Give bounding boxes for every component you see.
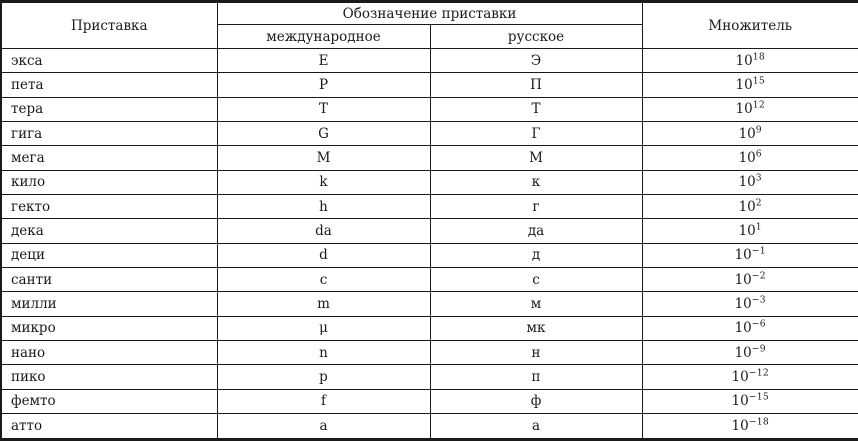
russian-cell: Э (430, 49, 642, 73)
prefix-cell: дека (1, 219, 217, 243)
prefix-cell: атто (1, 414, 217, 440)
russian-cell: а (430, 414, 642, 440)
international-cell: m (217, 292, 430, 316)
multiplier-exponent: 6 (755, 148, 762, 160)
table-row (1, 170, 858, 194)
international-cell: T (217, 97, 430, 121)
multiplier-exponent: 1 (755, 221, 762, 233)
prefix-cell: кило (1, 170, 217, 194)
russian-cell: Т (430, 97, 642, 121)
prefix-cell: гекто (1, 195, 217, 219)
russian-cell: н (430, 341, 642, 365)
multiplier-cell: $10^{-15}$ (642, 389, 858, 413)
multiplier-exponent: −1 (751, 245, 766, 257)
table-row (1, 97, 858, 121)
multiplier-cell: $10^9$ (642, 122, 858, 146)
multiplier-cell: $10^6$ (642, 146, 858, 170)
russian-cell: д (430, 243, 642, 267)
multiplier-exponent: −2 (751, 270, 766, 282)
prefix-cell: мега (1, 146, 217, 170)
multiplier-exponent: 18 (752, 51, 765, 63)
international-cell: p (217, 365, 430, 389)
russian-cell: Г (430, 122, 642, 146)
multiplier-cell: $10^{-6}$ (642, 316, 858, 340)
international-cell: d (217, 243, 430, 267)
international-cell: P (217, 73, 430, 97)
multiplier-cell: $10^1$ (642, 219, 858, 243)
header-row-top (1, 2, 858, 25)
prefix-cell: деци (1, 243, 217, 267)
international-cell: k (217, 170, 430, 194)
table-row (1, 146, 858, 170)
multiplier-cell: $10^{12}$ (642, 97, 858, 121)
russian-cell: мк (430, 316, 642, 340)
prefix-cell: фемто (1, 389, 217, 413)
international-cell: h (217, 195, 430, 219)
header-multiplier: Множитель (642, 2, 858, 49)
prefix-cell: гига (1, 122, 217, 146)
prefix-cell: тера (1, 97, 217, 121)
table-row (1, 341, 858, 365)
multiplier-exponent: −18 (748, 416, 769, 428)
multiplier-cell: $10^{-1}$ (642, 243, 858, 267)
russian-cell: к (430, 170, 642, 194)
prefix-cell: милли (1, 292, 217, 316)
multiplier-cell: $10^{-18}$ (642, 414, 858, 440)
table-row (1, 389, 858, 413)
international-cell: f (217, 389, 430, 413)
international-cell: M (217, 146, 430, 170)
table-body (1, 49, 858, 440)
table-row (1, 49, 858, 73)
international-cell: E (217, 49, 430, 73)
prefix-cell: пета (1, 73, 217, 97)
international-cell: da (217, 219, 430, 243)
multiplier-exponent: 2 (755, 197, 762, 209)
header-russian: русское (430, 25, 642, 49)
table-row (1, 268, 858, 292)
international-cell: G (217, 122, 430, 146)
table-row (1, 243, 858, 267)
international-cell: μ (217, 316, 430, 340)
russian-cell: да (430, 219, 642, 243)
multiplier-exponent: −12 (748, 367, 769, 379)
multiplier-exponent: −3 (751, 294, 766, 306)
multiplier-cell: $10^{-3}$ (642, 292, 858, 316)
russian-cell: П (430, 73, 642, 97)
header-designation: Обозначение приставки (217, 2, 642, 25)
table-row (1, 219, 858, 243)
multiplier-exponent: 15 (752, 75, 765, 87)
russian-cell: г (430, 195, 642, 219)
multiplier-exponent: −9 (751, 343, 766, 355)
table-row (1, 73, 858, 97)
multiplier-cell: $10^3$ (642, 170, 858, 194)
russian-cell: с (430, 268, 642, 292)
multiplier-exponent: −15 (748, 391, 769, 403)
multiplier-exponent: −6 (751, 318, 766, 330)
multiplier-exponent: 12 (752, 99, 765, 111)
prefix-cell: микро (1, 316, 217, 340)
header-international: международное (217, 25, 430, 49)
table-row (1, 292, 858, 316)
multiplier-cell: $10^2$ (642, 195, 858, 219)
prefix-cell: санти (1, 268, 217, 292)
russian-cell: М (430, 146, 642, 170)
multiplier-cell: $10^{15}$ (642, 73, 858, 97)
international-cell: c (217, 268, 430, 292)
table-row (1, 365, 858, 389)
multiplier-cell: $10^{-2}$ (642, 268, 858, 292)
multiplier-cell: $10^{-9}$ (642, 341, 858, 365)
table-row (1, 414, 858, 440)
prefix-cell: экса (1, 49, 217, 73)
russian-cell: п (430, 365, 642, 389)
table-row (1, 122, 858, 146)
header-prefix: Приставка (1, 2, 217, 49)
russian-cell: м (430, 292, 642, 316)
multiplier-cell: $10^{-12}$ (642, 365, 858, 389)
prefix-cell: пико (1, 365, 217, 389)
prefix-cell: нано (1, 341, 217, 365)
multiplier-exponent: 3 (755, 172, 762, 184)
table-row (1, 316, 858, 340)
russian-cell: ф (430, 389, 642, 413)
table-header (1, 2, 858, 49)
multiplier-exponent: 9 (755, 124, 762, 136)
international-cell: a (217, 414, 430, 440)
multiplier-cell: $10^{18}$ (642, 49, 858, 73)
table-row (1, 195, 858, 219)
international-cell: n (217, 341, 430, 365)
